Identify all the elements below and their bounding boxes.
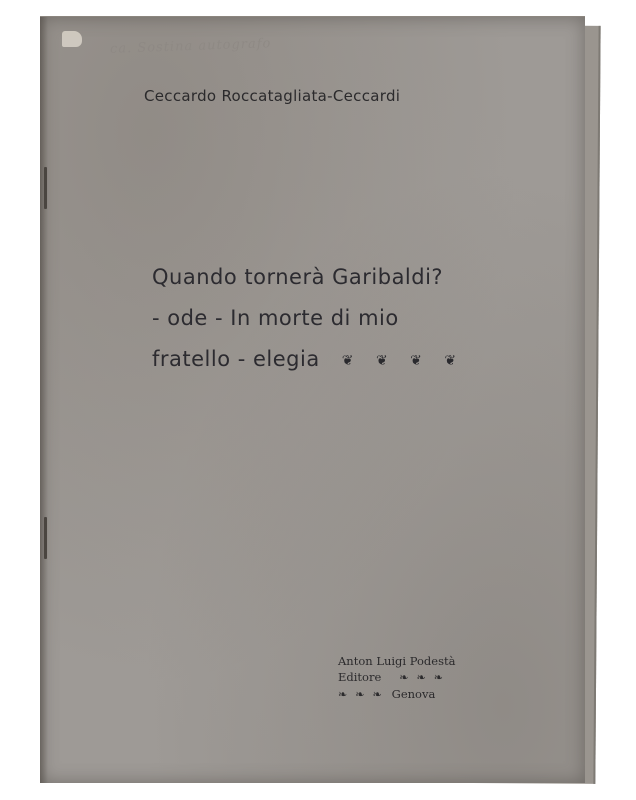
handwritten-note: ca. Sostina autografo <box>109 36 272 57</box>
leaf-ornament-icon: ❧ <box>399 671 409 684</box>
publisher-city-row <box>338 686 498 703</box>
author-name: Ceccardo Roccatagliata-Ceccardi <box>144 87 401 105</box>
publisher-role-row <box>338 669 498 686</box>
leaf-ornament-icon: ❧ <box>433 671 443 684</box>
title-line-3-text: fratello - elegia <box>152 347 320 371</box>
ornament-icon: ❦ <box>375 353 389 369</box>
title-line-2: - ode - In morte di mio <box>152 306 399 330</box>
leaf-ornament-icon: ❧ <box>372 688 382 701</box>
ornament-icon: ❦ <box>444 353 457 369</box>
book-title <box>152 257 552 382</box>
spine-staple-top <box>44 167 47 209</box>
torn-corner <box>62 31 82 47</box>
title-line-1: Quando tornerà Garibaldi? <box>152 265 444 289</box>
leaf-ornament-icon: ❧ <box>416 671 426 684</box>
publisher-block <box>338 653 498 703</box>
spine-staple-bottom <box>44 517 47 559</box>
ornament-icon: ❦ <box>341 353 354 369</box>
publisher-role: Editore <box>338 670 382 684</box>
book-cover <box>40 16 585 783</box>
publisher-city: Genova <box>391 687 436 701</box>
publisher-name: Anton Luigi Podestà <box>338 654 456 668</box>
title-line-3 <box>152 339 552 382</box>
leaf-ornament-icon: ❧ <box>338 688 348 701</box>
leaf-ornament-icon: ❧ <box>355 688 365 701</box>
ornament-icon: ❦ <box>410 353 423 369</box>
